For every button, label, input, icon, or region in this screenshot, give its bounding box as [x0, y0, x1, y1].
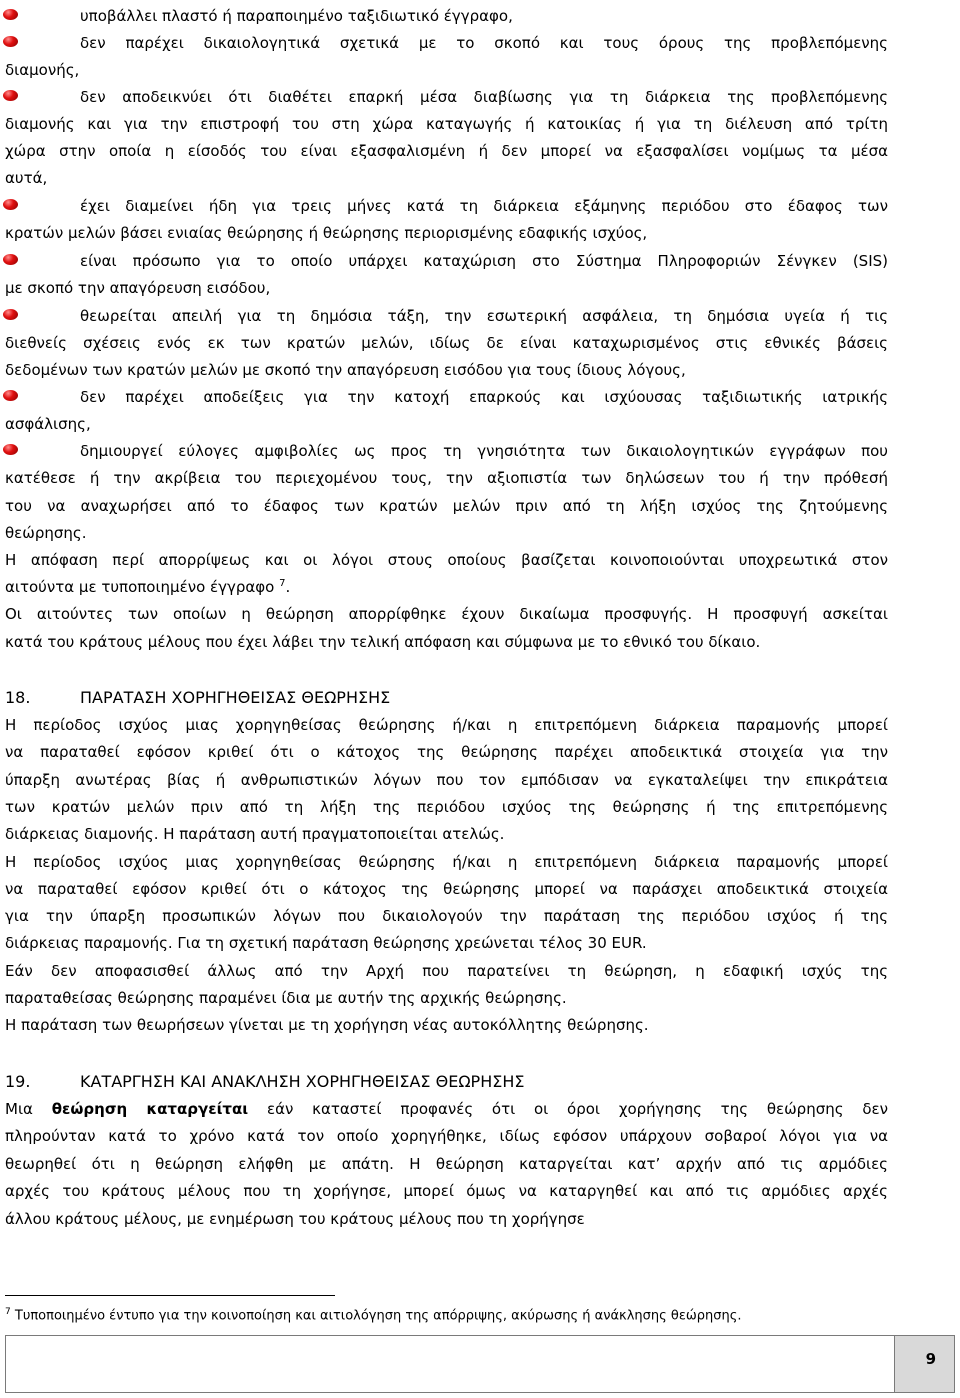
page-number: 9	[925, 1350, 936, 1368]
section-18-heading	[5, 684, 605, 711]
text-line: έχει διαμείνει ήδη για τρεις μήνες κατά τη διάρκεια εξάμηνης περιόδου στο έδαφος των	[80, 197, 888, 215]
text-line: Η περίοδος ισχύος μιας χορηγηθείσας θεώρησης ή/και η επιτρεπόμενη διάρκεια παραμονής μπορεί	[5, 852, 888, 871]
footnote: $^7$ Τυποποιημένο έντυπο για την κοινοποίηση και αιτιολόγηση της απόρριψης, ακύρωσης ή ανάκλησης θεώρησης.	[5, 1307, 742, 1324]
bullet-icon	[3, 199, 18, 210]
text-line: δεν αποδεικνύει ότι διαθέτει επαρκή μέσα διαβίωσης για τη διάρκεια της προβλεπόμενης	[80, 88, 888, 106]
notice-paragraph-end: αιτούντα με τυποποιημένο έγγραφο $^7$.	[5, 578, 291, 596]
text-line: Η περίοδος ισχύος μιας χορηγηθείσας θεώρησης ή/και η επιτρεπόμενη διάρκεια παραμονής μπορεί	[5, 716, 888, 734]
section-number: 18.	[5, 688, 31, 707]
text-line: δημιουργεί εύλογες αμφιβολίες ως προς τη γνησιότητα των δικαιολογητικών εγγράφων που	[80, 442, 888, 460]
text-line: Η απόφαση περί απορρίψεως και οι λόγοι στους οποίους βασίζεται κοινοποιούνται υποχρεωτικά στον	[5, 551, 888, 569]
text-line: διάρκειας παραμονής. Για τη σχετική παράταση θεώρησης χρεώνεται τέλος 30 EUR.	[5, 934, 647, 953]
bullet-icon	[3, 90, 18, 101]
footnote-separator	[5, 1295, 335, 1296]
bullet-icon	[3, 36, 18, 47]
text-line: πληρούνταν κατά το χρόνο κατά τον οποίο χορηγήθηκε, ιδίως εφόσον υπάρχουν σοβαροί λόγοι για να	[5, 1127, 888, 1145]
text-line: των κρατών μελών πριν από τη λήξη της περιόδου ισχύος της θεώρησης ή της επιτρεπόμενης	[5, 797, 888, 816]
text-line: Εάν δεν αποφασισθεί άλλως από την Αρχή που παρατείνει τη θεώρηση, η εδαφική ισχύς της	[5, 961, 888, 980]
text-line: ύπαρξη ανωτέρας βίας ή ανθρωπιστικών λόγων που τον εμπόδισαν να εγκαταλείψει την επικράτεια	[5, 770, 888, 789]
section-title: ΚΑΤΑΡΓΗΣΗ ΚΑΙ ΑΝΑΚΛΗΣΗ ΧΟΡΗΓΗΘΕΙΣΑΣ ΘΕΩΡΗΣΗΣ	[80, 1072, 525, 1091]
text-line: διαμονής,	[5, 61, 80, 79]
bullet-icon	[3, 309, 18, 320]
text-line: ασφάλισης,	[5, 415, 91, 433]
text-line: θεώρησης.	[5, 524, 87, 542]
appeal-paragraph-line: Οι αιτούντες των οποίων η θεώρηση απορρίφθηκε έχουν δικαίωμα προσφυγής. Η προσφυγή ασκείται	[5, 605, 888, 623]
text-line: δεν παρέχει δικαιολογητικά σχετικά με το σκοπό και τους όρους της προβλεπόμενης	[80, 34, 888, 52]
bullet-icon	[3, 444, 18, 455]
bullet-icon	[3, 9, 18, 20]
text-line: χώρα στην οποία η είσοδός του είναι εξασφαλισμένη ή δεν μπορεί να εξασφαλίσει νομίμως τα μέσα	[5, 142, 888, 160]
page-number-tab	[894, 1336, 954, 1392]
text-line: παραταθείσας θεώρησης παραμένει ίδια με αυτήν της αρχικής θεώρησης.	[5, 989, 567, 1007]
section-title: ΠΑΡΑΤΑΣΗ ΧΟΡΗΓΗΘΕΙΣΑΣ ΘΕΩΡΗΣΗΣ	[80, 688, 391, 707]
text-line: υποβάλλει πλαστό ή παραποιημένο ταξιδιωτικό έγγραφο,	[80, 7, 513, 25]
text-line: του να αναχωρήσει από το έδαφος των κρατών μελών πριν από τη λήξη ισχύος της ζητούμενης	[5, 497, 888, 515]
text-line: διαμονής και για την επιστροφή του στη χώρα καταγωγής ή κατοικίας ή για τη διέλευση από τρίτη	[5, 115, 888, 133]
text-line: με σκοπό την απαγόρευση εισόδου,	[5, 279, 271, 297]
text-line: να παραταθεί εφόσον κριθεί ότι ο κάτοχος της θεώρησης μπορεί να παράσχει αποδεικτικά στοιχεία	[5, 879, 888, 898]
text-line: θεωρείται απειλή για τη δημόσια τάξη, την εσωτερική ασφάλεια, τη δημόσια υγεία ή τις	[80, 307, 888, 325]
text-line: διάρκειας διαμονής. Η παράταση αυτή πραγματοποιείται ατελώς.	[5, 825, 505, 844]
text-line: για την ύπαρξη προσωπικών λόγων που δικαιολογούν την παράταση της περιόδου ισχύος ή της	[5, 907, 888, 926]
text-line: αυτά,	[5, 169, 48, 187]
text-line: αρχές του κράτους μέλους που τη χορήγησε, μπορεί όμως να καταργηθεί και από τις αρμόδιες αρχές	[5, 1182, 888, 1200]
text-line: διεθνείς σχέσεις ενός εκ των κρατών μελών, ιδίως δε είναι καταχωρισμένος στις εθνικές βάσεις	[5, 334, 888, 352]
text-line: θεωρηθεί ότι η θεώρηση ελήφθη με απάτη. Η θεώρηση καταργείται κατ’ αρχήν από τις αρμόδιες	[5, 1154, 888, 1173]
section-number: 19.	[5, 1072, 31, 1091]
text-line: είναι πρόσωπο για το οποίο υπάρχει καταχώριση στο Σύστημα Πληροφοριών Σένγκεν (SIS)	[80, 252, 888, 270]
section-19-first-line: Μια θεώρηση καταργείται εάν καταστεί προφανές ότι οι όροι χορήγησης της θεώρησης δεν	[5, 1100, 888, 1118]
page-footer	[5, 1335, 955, 1393]
text-line: δεν παρέχει αποδείξεις για την κατοχή επαρκούς και ισχύουσας ταξιδιωτικής ιατρικής	[80, 388, 888, 406]
footnote-ref[interactable]: 7	[279, 578, 286, 589]
text-line: δεδομένων των κρατών μελών με σκοπό την απαγόρευση εισόδου για τους ίδιους λόγους,	[5, 361, 686, 379]
section-19-heading	[5, 1068, 705, 1095]
text-line: κατέθεσε ή την ακρίβεια του περιεχομένου τους, την αξιοπιστία των δηλώσεων του ή την πρόθεσή	[5, 469, 888, 487]
appeal-paragraph-line: κατά του κράτους μέλους που έχει λάβει την τελική απόφαση και σύμφωνα με το εθνικό του δίκαιο.	[5, 633, 761, 651]
text-line: να παραταθεί εφόσον κριθεί ότι ο κάτοχος της θεώρησης παρέχει αποδεικτικά στοιχεία για την	[5, 743, 888, 762]
text-line: άλλου κράτους μέλους, με ενημέρωση του κράτους μέλους που τη χορήγησε	[5, 1209, 585, 1228]
text-line: Η παράταση των θεωρήσεων γίνεται με τη χορήγηση νέας αυτοκόλλητης θεώρησης.	[5, 1016, 649, 1035]
bullet-icon	[3, 254, 18, 265]
text-line: κρατών μελών βάσει ενιαίας θεώρησης ή θεώρησης περιορισμένης εδαφικής ισχύος,	[5, 224, 648, 242]
bullet-icon	[3, 390, 18, 401]
